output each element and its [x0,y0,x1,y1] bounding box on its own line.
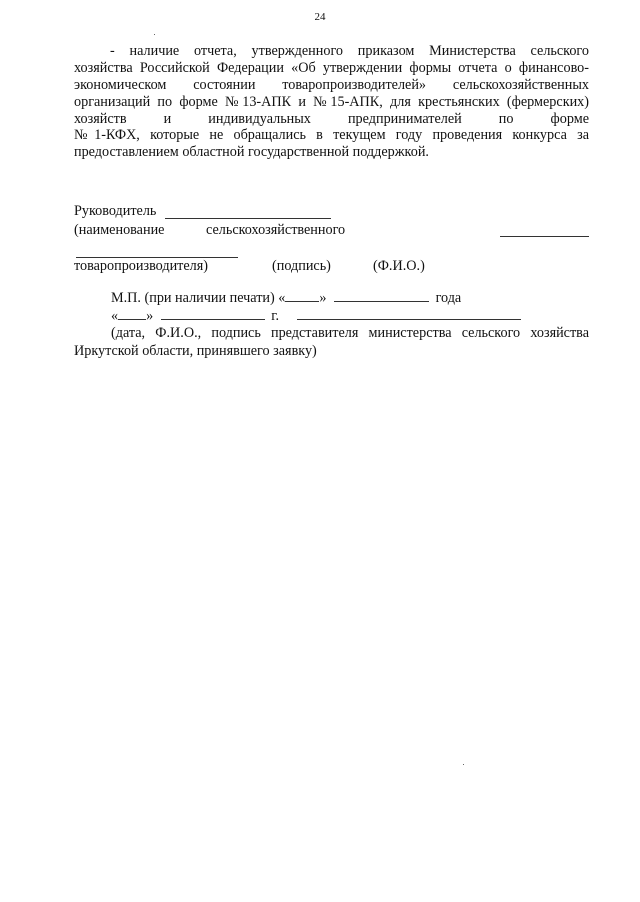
g-abbrev: г. [271,308,280,324]
quote-close: » [319,290,327,306]
quote-open: « [111,308,119,324]
accept-month-blank [161,309,265,320]
scan-speck [463,764,464,765]
scan-speck [154,34,155,35]
day-blank [285,291,319,302]
representative-line [297,309,521,320]
paragraph-line: - наличие отчета, утвержденного приказом Министерства сельского [110,43,589,59]
acceptance-note-line2: Иркутской области, принявшего заявку) [74,343,317,359]
acceptance-date-line [111,308,521,325]
paragraph-line: №1-КФХ, которые не обращались в текущем году проведения конкурса за [74,127,589,144]
month-blank [334,291,429,302]
requirements-paragraph [74,43,589,161]
fio-line [500,236,589,237]
name-caption-part1: (наименование [74,222,165,238]
signature-caption: (подпись) [272,258,331,274]
mp-label: М.П. (при наличии печати) « [111,290,286,306]
name-caption-part3: товаропроизводителя) [74,258,209,274]
paragraph-line: предоставлением областной государственной поддержкой. [74,144,429,161]
accept-day-blank [118,309,146,320]
paragraph-line: экономическом состоянии товаропроизводителей» сельскохозяйственных [74,76,589,93]
head-label: Руководитель [74,203,157,219]
year-word: года [435,290,462,306]
quote-close-2: » [146,308,154,324]
paragraph-line: хозяйств и индивидуальных предпринимателей по форме [74,110,589,127]
fio-caption: (Ф.И.О.) [373,258,425,274]
head-name-line [165,218,331,219]
paragraph-line: организаций по форме №13-АПК и №15-АПК, для крестьянских (фермерских) [74,93,589,110]
paragraph-line: хозяйства Российской Федерации «Об утверждении формы отчета о финансово- [74,59,589,76]
page-number: 24 [314,11,326,23]
acceptance-note-line1: (дата, Ф.И.О., подпись представителя министерства сельского хозяйства [111,325,589,341]
stamp-line [111,290,461,307]
name-caption-part2: сельскохозяйственного [206,222,346,238]
